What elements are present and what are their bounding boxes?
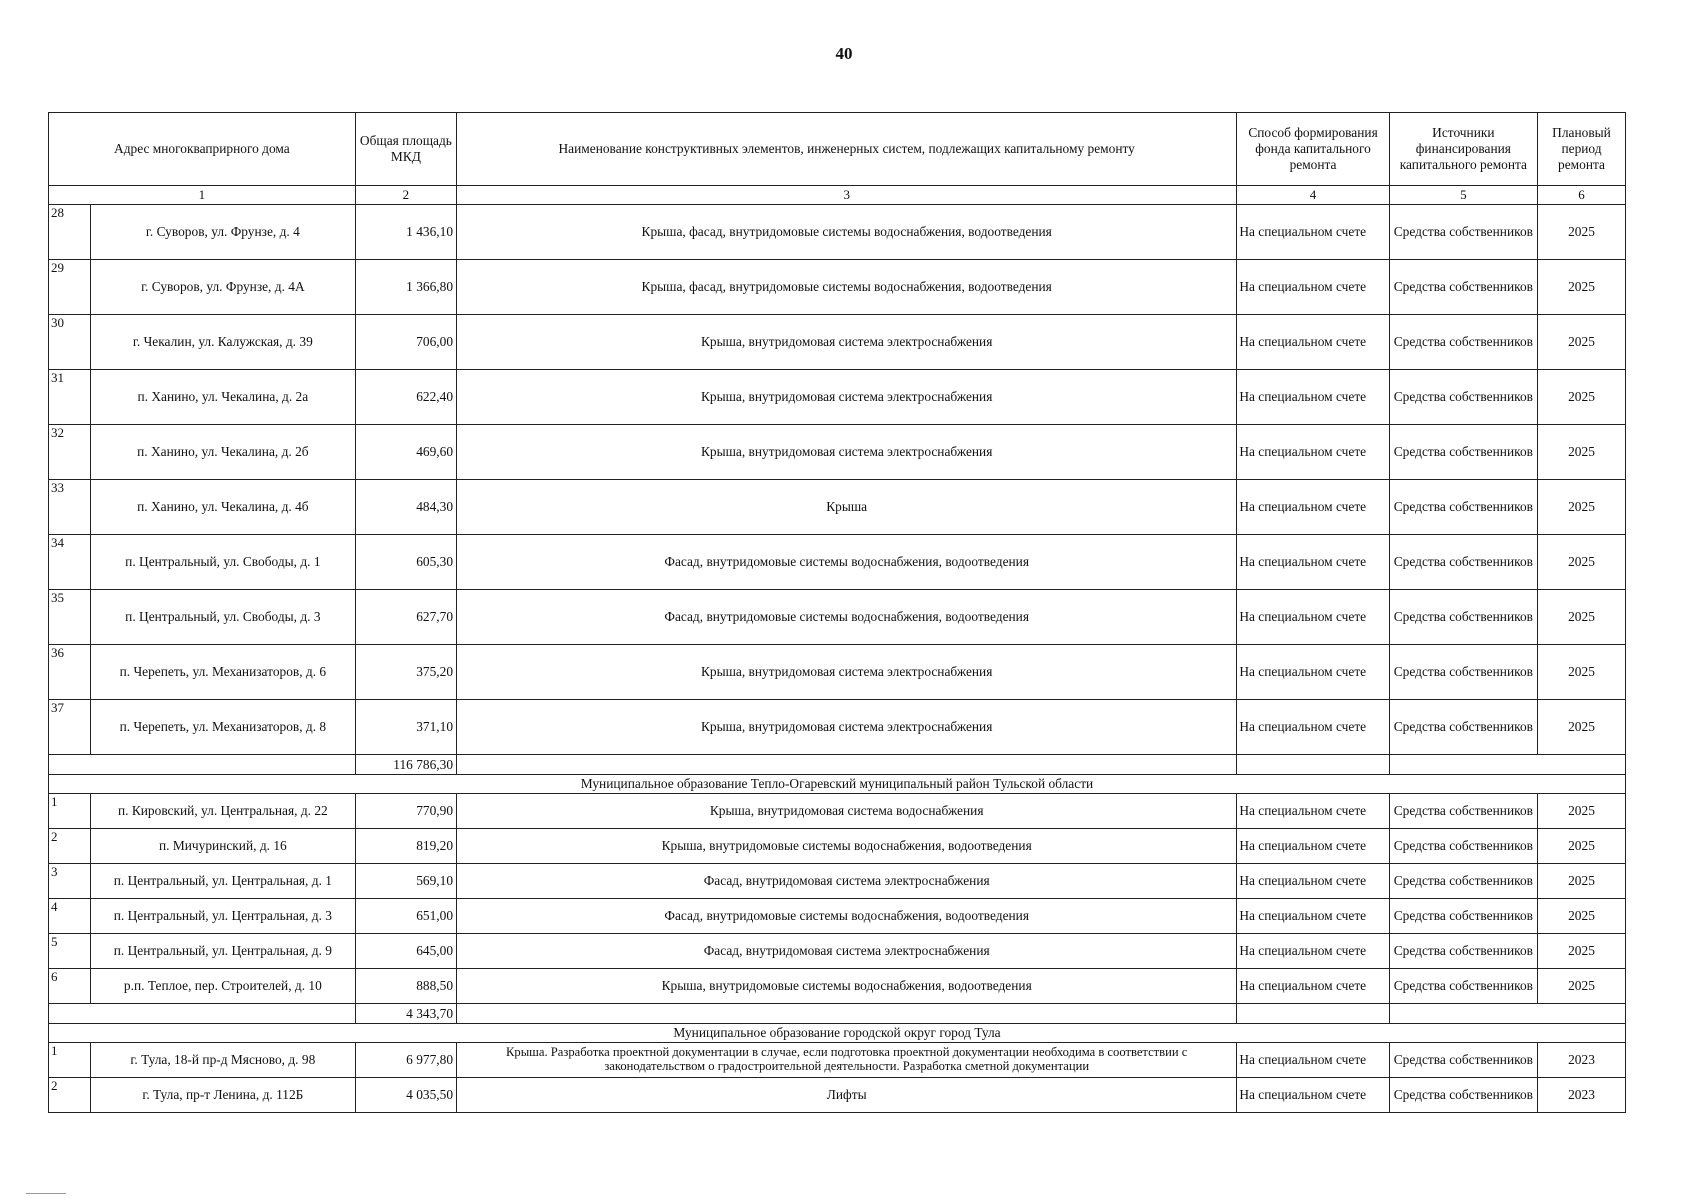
area-cell: 605,30 xyxy=(355,535,456,590)
method-cell: На специальном счете xyxy=(1237,535,1389,590)
year-cell: 2025 xyxy=(1538,645,1626,700)
row-number: 1 xyxy=(49,1043,91,1078)
column-number: 2 xyxy=(355,186,456,205)
area-cell: 1 436,10 xyxy=(355,205,456,260)
subtotal-row xyxy=(49,755,1626,775)
address-cell: п. Черепеть, ул. Механизаторов, д. 6 xyxy=(90,645,355,700)
source-cell: Средства собственников xyxy=(1389,1078,1537,1113)
address-cell: г. Суворов, ул. Фрунзе, д. 4 xyxy=(90,205,355,260)
method-cell: На специальном счете xyxy=(1237,590,1389,645)
year-cell: 2025 xyxy=(1538,425,1626,480)
address-cell: п. Центральный, ул. Свободы, д. 3 xyxy=(90,590,355,645)
row-number: 2 xyxy=(49,829,91,864)
scan-mark xyxy=(26,1193,66,1194)
source-cell: Средства собственников xyxy=(1389,700,1537,755)
year-cell: 2025 xyxy=(1538,260,1626,315)
subtotal-area: 4 343,70 xyxy=(355,1004,456,1024)
year-cell: 2025 xyxy=(1538,829,1626,864)
year-cell: 2025 xyxy=(1538,794,1626,829)
method-cell: На специальном счете xyxy=(1237,205,1389,260)
works-cell: Крыша, внутридомовая система водоснабжения xyxy=(457,794,1237,829)
address-cell: п. Черепеть, ул. Механизаторов, д. 8 xyxy=(90,700,355,755)
source-cell: Средства собственников xyxy=(1389,645,1537,700)
column-number: 6 xyxy=(1538,186,1626,205)
table-row xyxy=(49,829,1626,864)
method-cell: На специальном счете xyxy=(1237,370,1389,425)
year-cell: 2025 xyxy=(1538,934,1626,969)
works-cell: Крыша, внутридомовая система электроснабжения xyxy=(457,370,1237,425)
row-number: 35 xyxy=(49,590,91,645)
column-number-row xyxy=(49,186,1626,205)
area-cell: 622,40 xyxy=(355,370,456,425)
row-number: 28 xyxy=(49,205,91,260)
table-row xyxy=(49,370,1626,425)
row-number: 5 xyxy=(49,934,91,969)
area-cell: 1 366,80 xyxy=(355,260,456,315)
works-cell: Крыша, внутридомовые системы водоснабжения, водоотведения xyxy=(457,829,1237,864)
works-cell: Фасад, внутридомовые системы водоснабжения, водоотведения xyxy=(457,535,1237,590)
year-cell: 2025 xyxy=(1538,480,1626,535)
method-cell: На специальном счете xyxy=(1237,934,1389,969)
method-cell: На специальном счете xyxy=(1237,645,1389,700)
source-cell: Средства собственников xyxy=(1389,899,1537,934)
year-cell: 2025 xyxy=(1538,700,1626,755)
year-cell: 2023 xyxy=(1538,1043,1626,1078)
header-address: Адрес многокваприрного дома xyxy=(49,113,356,186)
table-row xyxy=(49,480,1626,535)
area-cell: 888,50 xyxy=(355,969,456,1004)
address-cell: г. Тула, пр-т Ленина, д. 112Б xyxy=(90,1078,355,1113)
source-cell: Средства собственников xyxy=(1389,590,1537,645)
address-cell: п. Ханино, ул. Чекалина, д. 2а xyxy=(90,370,355,425)
header-source: Источники финансирования капитального ремонта xyxy=(1389,113,1537,186)
section-title: Муниципальное образование Тепло-Огаревский муниципальный район Тульской области xyxy=(49,775,1626,794)
method-cell: На специальном счете xyxy=(1237,829,1389,864)
works-cell: Крыша. Разработка проектной документации в случае, если подготовка проектной документации необходима в соответствии с законодательством о градостроительной деятельности. Разработка сметной документации xyxy=(457,1043,1237,1078)
row-number: 29 xyxy=(49,260,91,315)
works-cell: Фасад, внутридомовая система электроснабжения xyxy=(457,934,1237,969)
source-cell: Средства собственников xyxy=(1389,969,1537,1004)
source-cell: Средства собственников xyxy=(1389,794,1537,829)
method-cell: На специальном счете xyxy=(1237,700,1389,755)
area-cell: 484,30 xyxy=(355,480,456,535)
source-cell: Средства собственников xyxy=(1389,1043,1537,1078)
method-cell: На специальном счете xyxy=(1237,1043,1389,1078)
year-cell: 2025 xyxy=(1538,370,1626,425)
area-cell: 645,00 xyxy=(355,934,456,969)
row-number: 32 xyxy=(49,425,91,480)
works-cell: Крыша, фасад, внутридомовые системы водоснабжения, водоотведения xyxy=(457,205,1237,260)
row-number: 4 xyxy=(49,899,91,934)
address-cell: п. Центральный, ул. Свободы, д. 1 xyxy=(90,535,355,590)
source-cell: Средства собственников xyxy=(1389,205,1537,260)
row-number: 30 xyxy=(49,315,91,370)
area-cell: 770,90 xyxy=(355,794,456,829)
method-cell: На специальном счете xyxy=(1237,794,1389,829)
address-cell: п. Ханино, ул. Чекалина, д. 2б xyxy=(90,425,355,480)
works-cell: Фасад, внутридомовая система электроснабжения xyxy=(457,864,1237,899)
area-cell: 819,20 xyxy=(355,829,456,864)
header-row xyxy=(49,113,1626,186)
works-cell: Крыша, внутридомовая система электроснабжения xyxy=(457,700,1237,755)
row-number: 37 xyxy=(49,700,91,755)
area-cell: 651,00 xyxy=(355,899,456,934)
method-cell: На специальном счете xyxy=(1237,425,1389,480)
method-cell: На специальном счете xyxy=(1237,260,1389,315)
year-cell: 2025 xyxy=(1538,969,1626,1004)
subtotal-row xyxy=(49,1004,1626,1024)
works-cell: Фасад, внутридомовые системы водоснабжения, водоотведения xyxy=(457,590,1237,645)
header-method: Способ формирования фонда капитального ремонта xyxy=(1237,113,1389,186)
repair-plan-table xyxy=(48,112,1626,1113)
source-cell: Средства собственников xyxy=(1389,864,1537,899)
source-cell: Средства собственников xyxy=(1389,425,1537,480)
table-row xyxy=(49,645,1626,700)
works-cell: Лифты xyxy=(457,1078,1237,1113)
source-cell: Средства собственников xyxy=(1389,315,1537,370)
source-cell: Средства собственников xyxy=(1389,480,1537,535)
page-number: 40 xyxy=(835,44,853,63)
table-row xyxy=(49,1043,1626,1078)
row-number: 1 xyxy=(49,794,91,829)
source-cell: Средства собственников xyxy=(1389,535,1537,590)
works-cell: Крыша, внутридомовая система электроснабжения xyxy=(457,315,1237,370)
row-number: 34 xyxy=(49,535,91,590)
column-number: 4 xyxy=(1237,186,1389,205)
table-row xyxy=(49,794,1626,829)
header-period: Плановый период ремонта xyxy=(1538,113,1626,186)
section-title: Муниципальное образование городской округ город Тула xyxy=(49,1024,1626,1043)
method-cell: На специальном счете xyxy=(1237,315,1389,370)
year-cell: 2025 xyxy=(1538,864,1626,899)
year-cell: 2025 xyxy=(1538,205,1626,260)
year-cell: 2023 xyxy=(1538,1078,1626,1113)
address-cell: г. Суворов, ул. Фрунзе, д. 4А xyxy=(90,260,355,315)
section-header-row xyxy=(49,1024,1626,1043)
area-cell: 627,70 xyxy=(355,590,456,645)
table-row xyxy=(49,205,1626,260)
column-number: 5 xyxy=(1389,186,1537,205)
method-cell: На специальном счете xyxy=(1237,1078,1389,1113)
header-area: Общая площадь МКД xyxy=(355,113,456,186)
address-cell: р.п. Теплое, пер. Строителей, д. 10 xyxy=(90,969,355,1004)
row-number: 36 xyxy=(49,645,91,700)
table-row xyxy=(49,315,1626,370)
address-cell: п. Центральный, ул. Центральная, д. 1 xyxy=(90,864,355,899)
table-row xyxy=(49,969,1626,1004)
address-cell: г. Чекалин, ул. Калужская, д. 39 xyxy=(90,315,355,370)
works-cell: Крыша, фасад, внутридомовые системы водоснабжения, водоотведения xyxy=(457,260,1237,315)
row-number: 33 xyxy=(49,480,91,535)
area-cell: 6 977,80 xyxy=(355,1043,456,1078)
year-cell: 2025 xyxy=(1538,535,1626,590)
address-cell: п. Мичуринский, д. 16 xyxy=(90,829,355,864)
column-number: 1 xyxy=(49,186,356,205)
table-row xyxy=(49,590,1626,645)
source-cell: Средства собственников xyxy=(1389,370,1537,425)
table-row xyxy=(49,260,1626,315)
works-cell: Фасад, внутридомовые системы водоснабжения, водоотведения xyxy=(457,899,1237,934)
address-cell: п. Центральный, ул. Центральная, д. 9 xyxy=(90,934,355,969)
address-cell: п. Кировский, ул. Центральная, д. 22 xyxy=(90,794,355,829)
row-number: 31 xyxy=(49,370,91,425)
source-cell: Средства собственников xyxy=(1389,934,1537,969)
table-row xyxy=(49,700,1626,755)
subtotal-area: 116 786,30 xyxy=(355,755,456,775)
address-cell: г. Тула, 18-й пр-д Мясново, д. 98 xyxy=(90,1043,355,1078)
method-cell: На специальном счете xyxy=(1237,899,1389,934)
address-cell: п. Ханино, ул. Чекалина, д. 4б xyxy=(90,480,355,535)
address-cell: п. Центральный, ул. Центральная, д. 3 xyxy=(90,899,355,934)
table-row xyxy=(49,1078,1626,1113)
table-row xyxy=(49,425,1626,480)
column-number: 3 xyxy=(457,186,1237,205)
area-cell: 371,10 xyxy=(355,700,456,755)
works-cell: Крыша, внутридомовые системы водоснабжения, водоотведения xyxy=(457,969,1237,1004)
year-cell: 2025 xyxy=(1538,590,1626,645)
table-row xyxy=(49,934,1626,969)
year-cell: 2025 xyxy=(1538,899,1626,934)
section-header-row xyxy=(49,775,1626,794)
method-cell: На специальном счете xyxy=(1237,864,1389,899)
method-cell: На специальном счете xyxy=(1237,969,1389,1004)
works-cell: Крыша, внутридомовая система электроснабжения xyxy=(457,425,1237,480)
table-row xyxy=(49,535,1626,590)
area-cell: 569,10 xyxy=(355,864,456,899)
works-cell: Крыша, внутридомовая система электроснабжения xyxy=(457,645,1237,700)
area-cell: 4 035,50 xyxy=(355,1078,456,1113)
row-number: 2 xyxy=(49,1078,91,1113)
table-row xyxy=(49,899,1626,934)
works-cell: Крыша xyxy=(457,480,1237,535)
year-cell: 2025 xyxy=(1538,315,1626,370)
area-cell: 469,60 xyxy=(355,425,456,480)
source-cell: Средства собственников xyxy=(1389,260,1537,315)
method-cell: На специальном счете xyxy=(1237,480,1389,535)
row-number: 3 xyxy=(49,864,91,899)
area-cell: 706,00 xyxy=(355,315,456,370)
source-cell: Средства собственников xyxy=(1389,829,1537,864)
header-works: Наименование конструктивных элементов, инженерных систем, подлежащих капитальному ремонту xyxy=(457,113,1237,186)
row-number: 6 xyxy=(49,969,91,1004)
area-cell: 375,20 xyxy=(355,645,456,700)
table-row xyxy=(49,864,1626,899)
